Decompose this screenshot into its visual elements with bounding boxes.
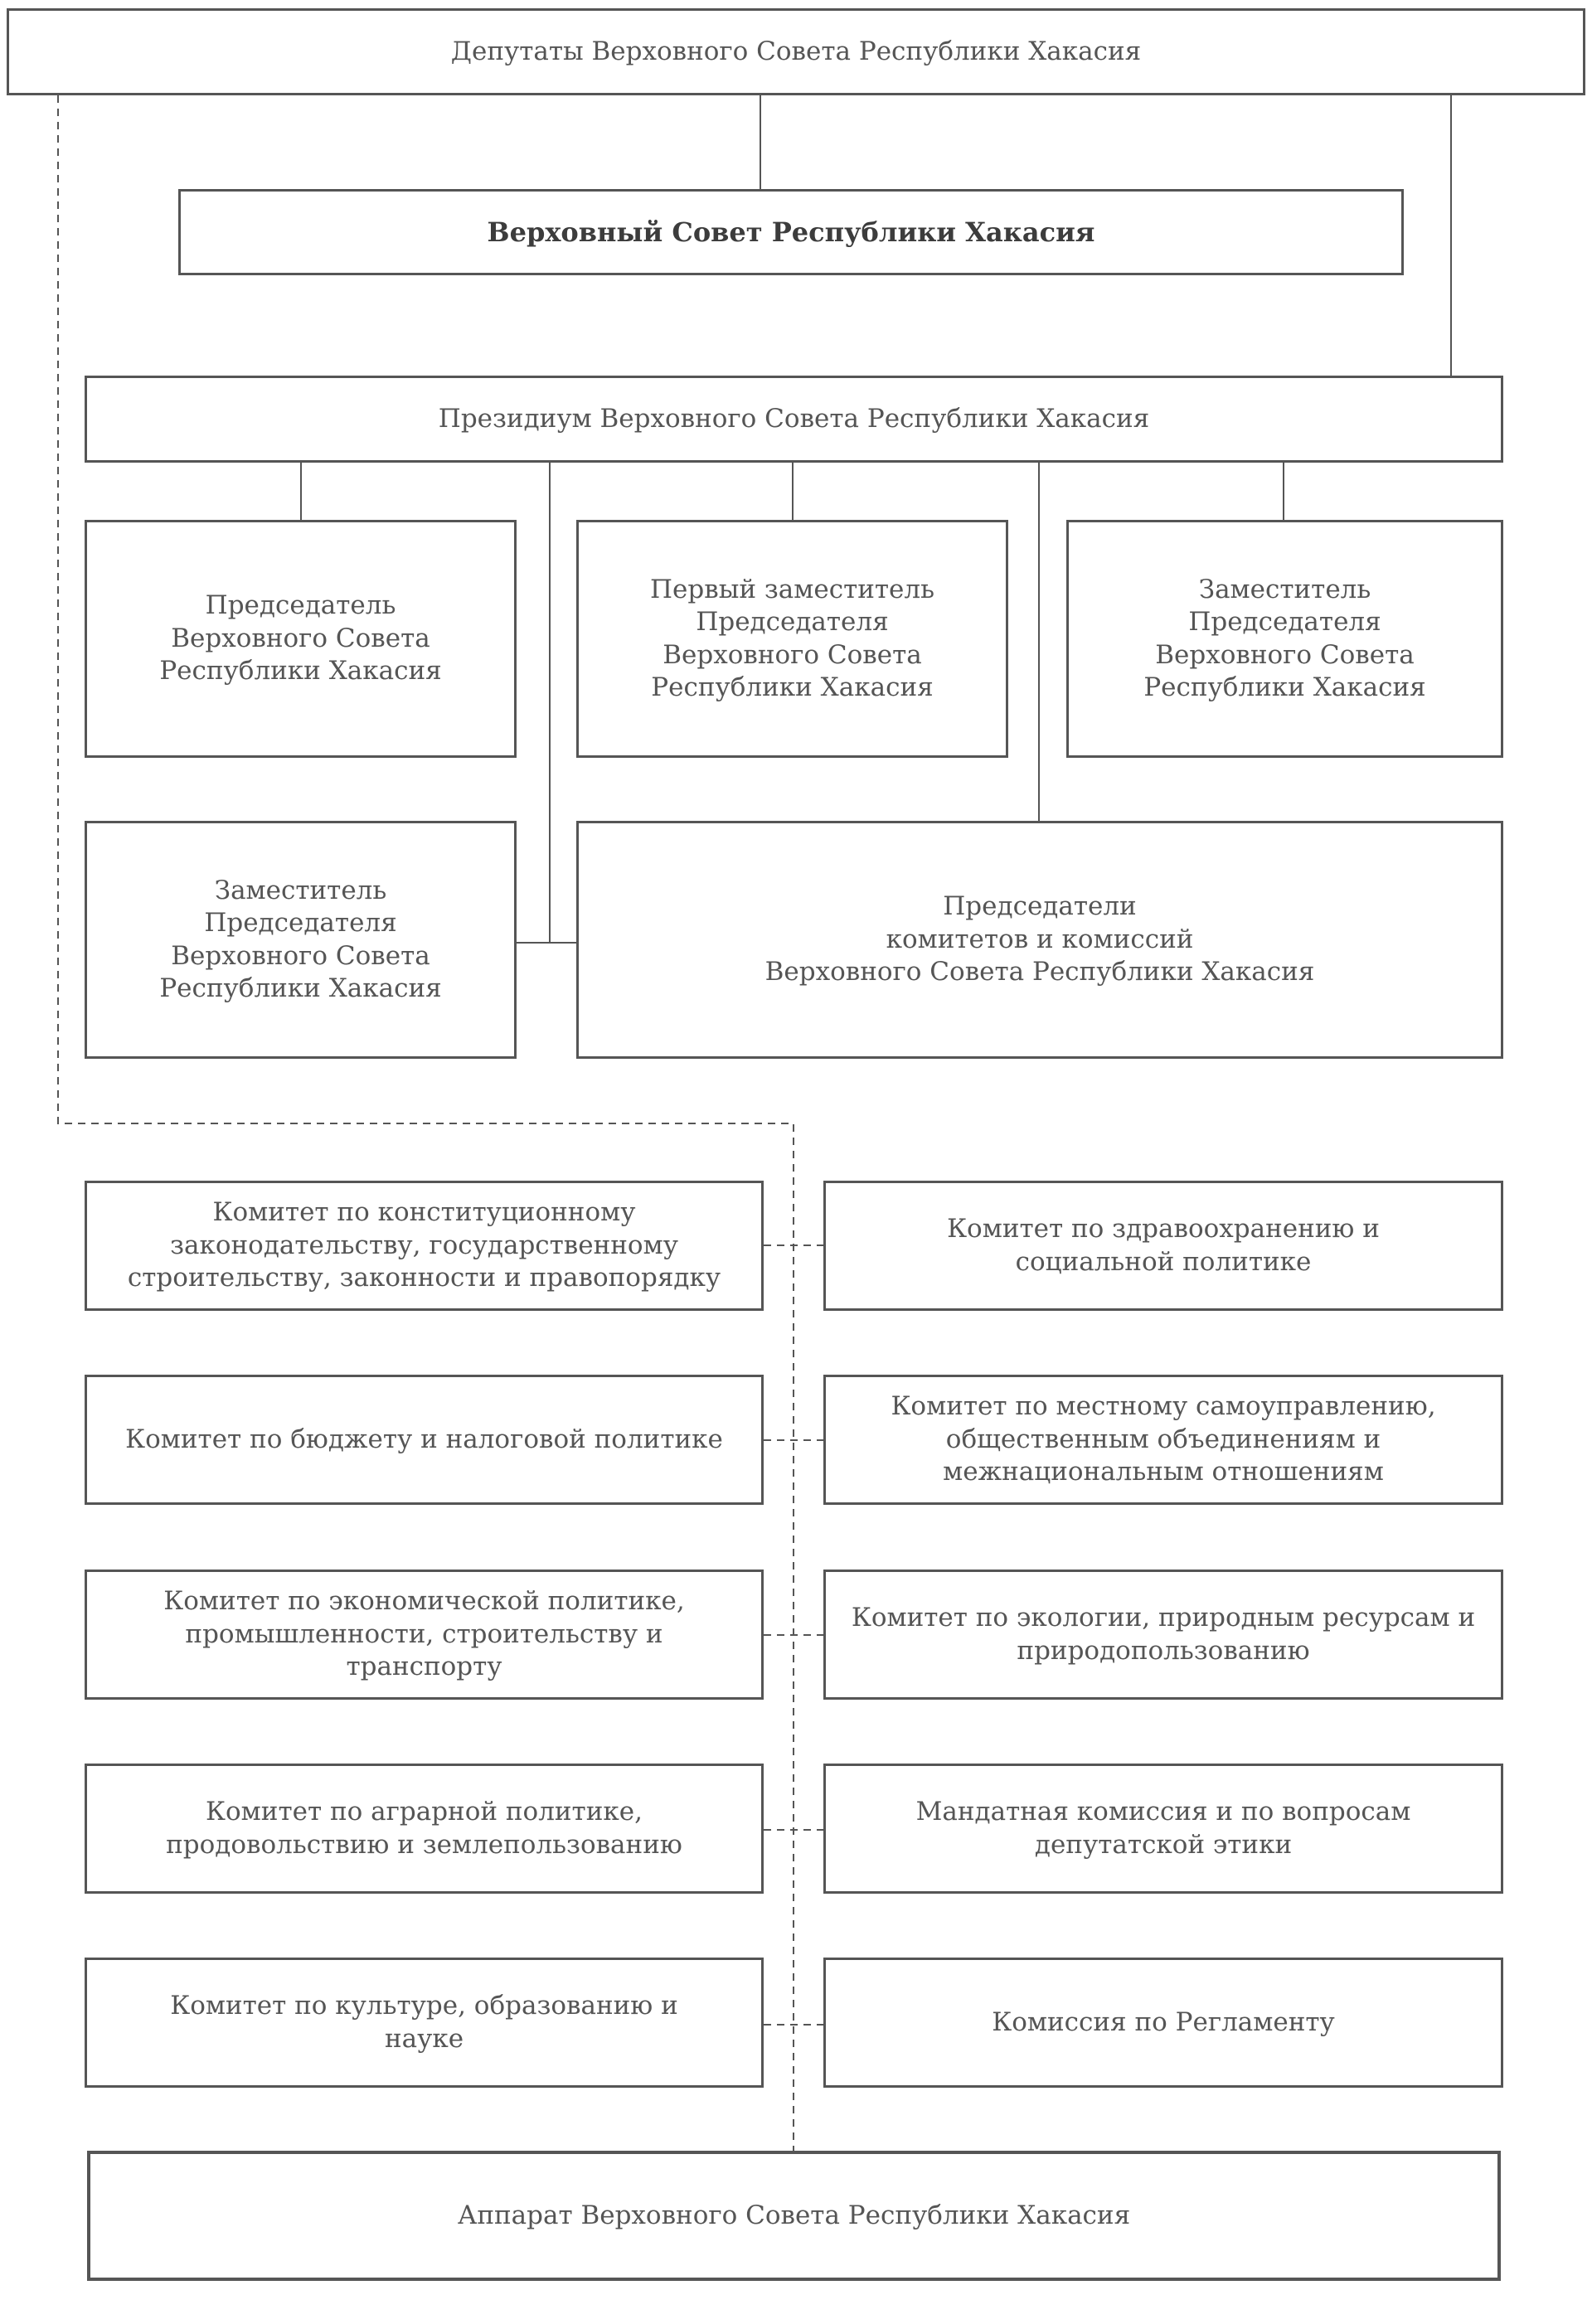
- deputies-box: [7, 8, 1585, 95]
- committee-chairs-label: Председатели комитетов и комиссий Верховного Совета Республики Хакасия: [764, 891, 1315, 987]
- supreme-council-box: [178, 189, 1404, 275]
- committee-right-3-box: [823, 1570, 1503, 1700]
- deputy-chairman-left-label: Заместитель Председателя Верховного Совета Республики Хакасия: [159, 875, 442, 1003]
- committee-left-1-label: Комитет по конституционному законодательству, государственному строительству, законности и правопорядку: [127, 1197, 721, 1293]
- first-deputy-chairman-box: [576, 520, 1008, 758]
- committee-right-5-label: Комиссия по Регламенту: [992, 2006, 1335, 2037]
- chairman-label: Председатель Верховного Совета Республики Хакасия: [159, 590, 442, 687]
- committee-left-1-box: [85, 1181, 764, 1311]
- committee-chairs-box: [576, 821, 1503, 1059]
- deputy-chairman-left-box: [85, 821, 517, 1059]
- committee-right-1-box: [823, 1181, 1503, 1311]
- committee-left-4-label: Комитет по аграрной политике, продовольствию и землепользованию: [166, 1797, 682, 1860]
- deputy-chairman-right-label: Заместитель Председателя Верховного Совета Республики Хакасия: [1143, 574, 1426, 702]
- presidium-box: [85, 376, 1503, 463]
- committee-right-5-box: [823, 1958, 1503, 2088]
- committee-left-2-label: Комитет по бюджету и налоговой политике: [125, 1424, 723, 1454]
- committee-right-4-label: Мандатная комиссия и по вопросам депутатской этики: [915, 1797, 1411, 1860]
- committee-left-3-box: [85, 1570, 764, 1700]
- committee-right-2-label: Комитет по местному самоуправлению, общественным объединениям и межнациональным отношениям: [891, 1391, 1436, 1487]
- deputies-label: Депутаты Верховного Совета Республики Хакасия: [450, 36, 1142, 66]
- committee-left-5-label: Комитет по культуре, образованию и науке: [170, 1991, 678, 2054]
- first-deputy-chairman-label: Первый заместитель Председателя Верховного Совета Республики Хакасия: [650, 574, 934, 702]
- committee-right-1-label: Комитет по здравоохранению и социальной политике: [947, 1214, 1380, 1277]
- committee-left-4-box: [85, 1764, 764, 1894]
- committee-left-2-box: [85, 1375, 764, 1505]
- apparatus-label: Аппарат Верховного Совета Республики Хакасия: [457, 2200, 1131, 2230]
- committee-right-2-box: [823, 1375, 1503, 1505]
- chairman-box: [85, 520, 517, 758]
- committee-right-3-label: Комитет по экологии, природным ресурсам и природопользованию: [851, 1603, 1476, 1666]
- supreme-council-label: Верховный Совет Республики Хакасия: [487, 216, 1095, 248]
- deputy-chairman-right-box: [1066, 520, 1503, 758]
- committee-right-4-box: [823, 1764, 1503, 1894]
- committee-left-3-label: Комитет по экономической политике, промышленности, строительству и транспорту: [163, 1586, 685, 1682]
- apparatus-box: [87, 2151, 1501, 2281]
- committee-left-5-box: [85, 1958, 764, 2088]
- presidium-label: Президиум Верховного Совета Республики Хакасия: [438, 403, 1150, 434]
